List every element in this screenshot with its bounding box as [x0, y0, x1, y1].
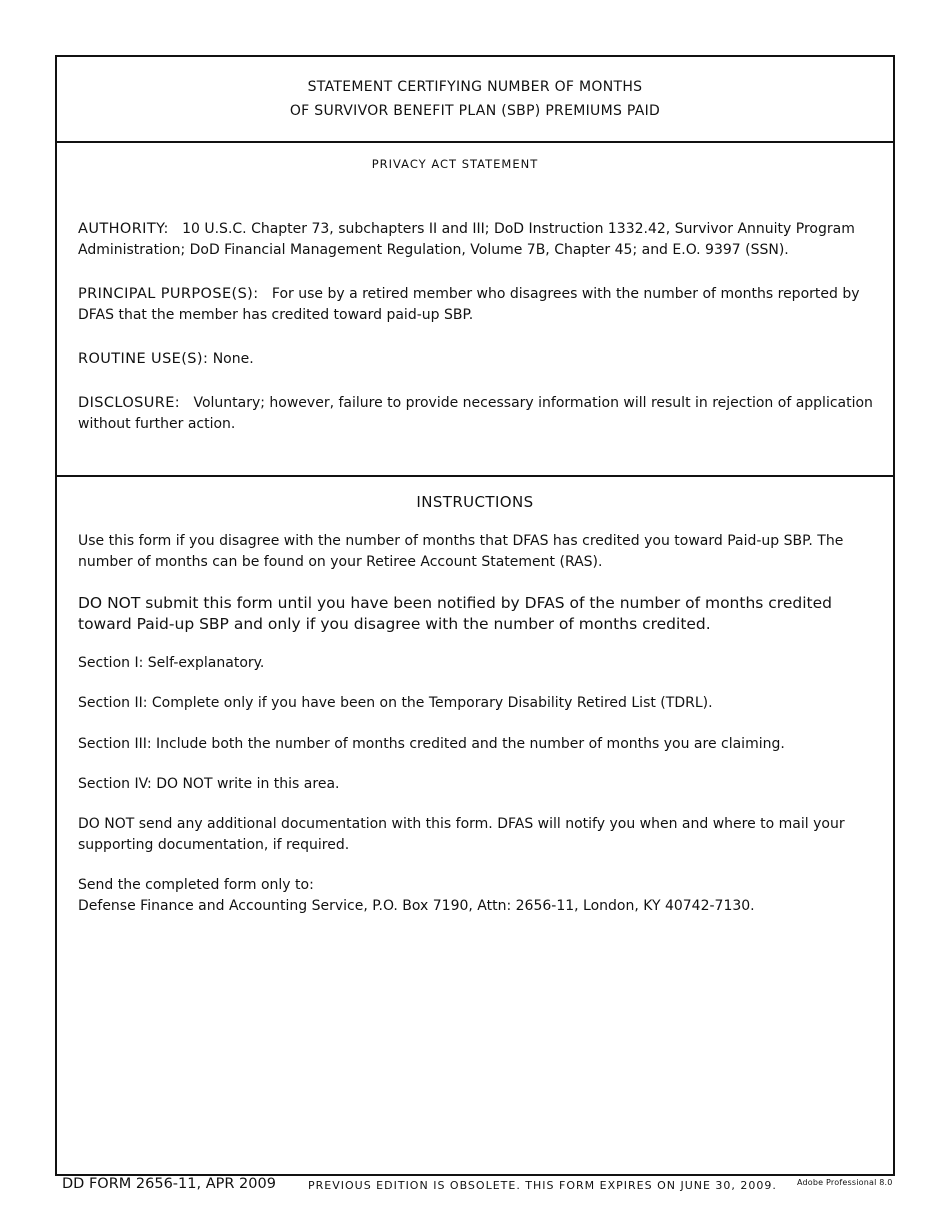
principal-purpose-label: PRINCIPAL PURPOSE(S): [78, 286, 259, 302]
routine-use-paragraph [78, 349, 878, 370]
instruction-use-form: Use this form if you disagree with the number of months that DFAS has credited you toward Paid-up SBP. The number of months can be found on your Retiree Account Statement (RAS). [78, 533, 844, 570]
send-to-label: Send the completed form only to: [78, 877, 314, 893]
form-footer [0, 1176, 950, 1200]
privacy-act-section [57, 143, 893, 477]
send-to-address: Defense Finance and Accounting Service, P.O. Box 7190, Attn: 2656-11, London, KY 40742-7130. [78, 898, 755, 914]
instruction-send-to [78, 875, 878, 917]
disclosure-text: Voluntary; however, failure to provide necessary information will result in rejection of application without further action. [78, 395, 873, 432]
form-frame [55, 55, 895, 1176]
authority-paragraph [78, 219, 878, 261]
instructions-section [57, 477, 893, 1174]
instruction-do-not-submit: DO NOT submit this form until you have been notified by DFAS of the number of months credited toward Paid-up SBP and only if you disagree with the number of months credited. [78, 594, 832, 633]
instruction-section-1: Section I: Self-explanatory. [78, 655, 265, 671]
obsolete-notice: PREVIOUS EDITION IS OBSOLETE. THIS FORM EXPIRES ON JUNE 30, 2009. [308, 1179, 777, 1192]
disclosure-paragraph [78, 393, 878, 435]
routine-use-text: None. [212, 351, 254, 367]
instruction-section-4: Section IV: DO NOT write in this area. [78, 776, 340, 792]
instruction-section-3: Section III: Include both the number of months credited and the number of months you are claiming. [78, 736, 785, 752]
principal-purpose-paragraph [78, 284, 878, 326]
instructions-heading: INSTRUCTIONS [416, 493, 534, 511]
disclosure-label: DISCLOSURE: [78, 395, 181, 411]
form-title-block [57, 57, 893, 143]
form-title-line-2: OF SURVIVOR BENEFIT PLAN (SBP) PREMIUMS PAID [289, 103, 661, 119]
software-version: Adobe Professional 8.0 [797, 1178, 893, 1187]
instruction-section-2: Section II: Complete only if you have been on the Temporary Disability Retired List (TDRL). [78, 695, 713, 711]
form-title-line-1: STATEMENT CERTIFYING NUMBER OF MONTHS [307, 79, 643, 95]
authority-text: 10 U.S.C. Chapter 73, subchapters II and III; DoD Instruction 1332.42, Survivor Annuity Program Administration; DoD Financial Management Regulation, Volume 7B, Chapter 45; and E.O. 9397 (SSN). [78, 221, 855, 258]
authority-label: AUTHORITY: [78, 221, 169, 237]
principal-purpose-text: For use by a retired member who disagrees with the number of months reported by DFAS that the member has credited toward paid-up SBP. [78, 286, 860, 323]
routine-use-label: ROUTINE USE(S): [78, 351, 209, 367]
form-id: DD FORM 2656-11, APR 2009 [62, 1176, 276, 1192]
instruction-documentation: DO NOT send any additional documentation with this form. DFAS will notify you when and where to mail your supporting documentation, if required. [78, 816, 845, 853]
privacy-act-heading: PRIVACY ACT STATEMENT [371, 157, 539, 171]
